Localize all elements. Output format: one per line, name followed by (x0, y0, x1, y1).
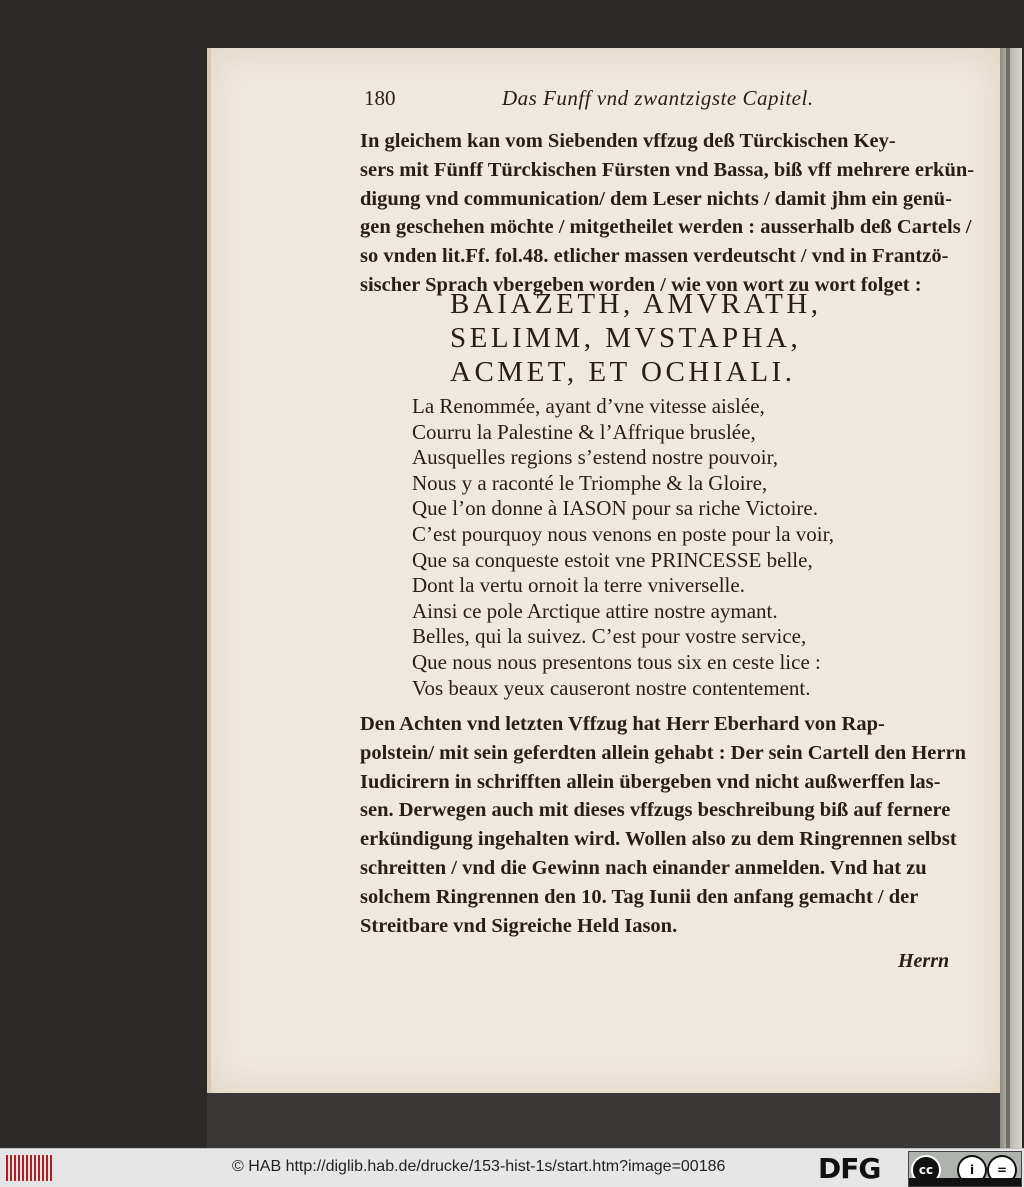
page-gutter (207, 48, 211, 1093)
text-line: In gleichem kan vom Siebenden vffzug deß Türckischen Key- (360, 130, 896, 152)
verse-line: Courru la Palestine & l’Affrique bruslée, (412, 419, 756, 444)
text-line: Den Achten vnd letzten Vffzug hat Herr Eberhard von Rap- (360, 713, 885, 735)
page-edge-strip (1006, 48, 1010, 1148)
footer-bar (0, 1148, 1024, 1187)
sa-icon: = (987, 1155, 1017, 1185)
verse-line: La Renommée, ayant d’vne vitesse aislée, (412, 394, 765, 418)
paragraph-1 (360, 127, 975, 300)
paragraph-2 (360, 710, 967, 940)
text-line: digung vnd communication/ dem Leser nichts / damit jhm ein genü- (360, 187, 952, 210)
french-verse (412, 394, 932, 701)
page-edge (1000, 48, 1022, 1148)
hab-barcode-icon (6, 1155, 52, 1181)
by-icon: i (957, 1155, 987, 1185)
verse-line: Que l’on donne à IASON pour sa riche Victoire. (412, 496, 818, 521)
verse-line: Que sa conqueste estoit vne PRINCESSE belle, (412, 547, 813, 572)
verse-line: Que nous nous presentons tous six en ceste lice : (412, 649, 821, 674)
cc-license-badge[interactable] (908, 1151, 1022, 1187)
catchword: Herrn (898, 950, 950, 972)
text-line: erkündigung ingehalten wird. Wollen also zu dem Ringrennen selbst (360, 828, 957, 851)
page-shadow (207, 1093, 1000, 1148)
page-number: 180 (364, 86, 396, 110)
license-label-strip (909, 1178, 1021, 1186)
text-line: Streitbare vnd Sigreiche Held Iason. (360, 914, 678, 937)
text-line: schreitten / vnd die Gewinn nach einander anmelden. Vnd hat zu (360, 856, 927, 879)
verse-line: Ausquelles regions s’estend nostre pouvoir, (412, 445, 779, 470)
verse-line: Belles, qui la suivez. C’est pour vostre service, (412, 624, 807, 649)
verse-line: Nous y a raconté le Triomphe & la Gloire, (412, 470, 768, 495)
page-header (362, 86, 962, 116)
verse-line: Dont la vertu ornoit la terre vniverselle. (412, 573, 745, 598)
text-line: polstein/ mit sein geferdten allein gehabt : Der sein Cartell den Herrn (360, 741, 967, 764)
verse-line: Ainsi ce pole Arctique attire nostre aymant. (412, 598, 778, 623)
text-line: sischer Sprach vbergeben worden / wie von wort zu wort folget : (360, 273, 922, 296)
running-title: Das Funff vnd zwantzigste Capitel. (502, 86, 814, 110)
copyright-link[interactable]: © HAB http://diglib.hab.de/drucke/153-hist-1s/start.htm?image=00186 (232, 1158, 726, 1175)
cc-icon: cc (911, 1155, 941, 1185)
text-line: Iudicirern in schrifften allein übergeben vnd nicht außwerffen las- (360, 770, 941, 793)
verse-line: C’est pourquoy nous venons en poste pour la voir, (412, 521, 835, 546)
text-line: solchem Ringrennen den 10. Tag Iunii den anfang gemacht / der (360, 885, 919, 908)
dfg-logo: DFG (818, 1152, 881, 1185)
text-line: sen. Derwegen auch mit dieses vffzugs beschreibung biß auf fernere (360, 799, 951, 822)
text-line: gen geschehen möchte / mitgetheilet werden : ausserhalb deß Cartels / (360, 216, 972, 239)
verse-line: Vos beaux yeux causeront nostre contentement. (412, 675, 811, 700)
caps-heading-line: BAIAZETH, AMVRATH, (450, 288, 822, 320)
text-line: sers mit Fünff Türckischen Fürsten vnd Bassa, biß vff mehrere erkün- (360, 158, 975, 181)
text-line: so vnden lit.Ff. fol.48. etlicher massen verdeutscht / vnd in Frantzö- (360, 245, 949, 268)
caps-heading-line: ACMET, ET OCHIALI. (450, 356, 796, 388)
caps-heading-line: SELIMM, MVSTAPHA, (450, 322, 802, 354)
